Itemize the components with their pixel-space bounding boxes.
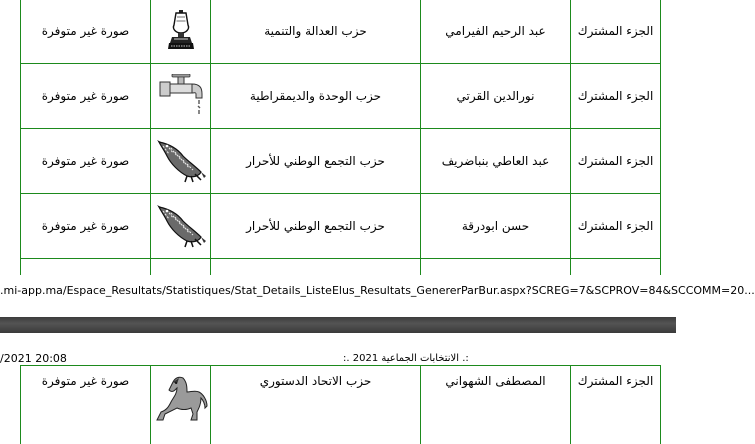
photo-cell: صورة غير متوفرة: [21, 0, 151, 64]
member-name-cell: المصطفى الشهواني: [421, 366, 571, 444]
photo-cell: صورة غير متوفرة: [21, 129, 151, 194]
dove-icon: [155, 203, 207, 249]
elected-members-table: [20, 0, 661, 275]
party-name-cell: حزب التجمع الوطني للأحرار: [211, 194, 421, 259]
print-header-title: :. الانتخابات الجماعية 2021 .:: [343, 352, 469, 365]
party-name-cell: حزب الاتحاد الدستوري: [211, 366, 421, 444]
party-logo-cell: [151, 129, 211, 194]
party-logo-cell: [151, 366, 211, 444]
member-type-cell: الجزء المشترك: [571, 64, 661, 129]
print-footer-url: .mi-app.ma/Espace_Resultats/Statistiques/Stat_Details_ListeElus_Resultats_GenererParBur.aspx?SCREG=7&SCPROV=84&SCCOMM=20...: [0, 284, 676, 298]
party-logo-cell: [151, 0, 211, 64]
member-name-cell: عبد العاطي بنباضريف: [421, 129, 571, 194]
elected-members-table: [20, 365, 661, 444]
table-row: [21, 259, 661, 276]
page-break: [0, 300, 676, 333]
table-row: [21, 129, 661, 194]
member-name-cell: حسن ابودرقة: [421, 194, 571, 259]
table-row: [21, 366, 661, 444]
lamp-icon: [166, 9, 196, 53]
member-type-cell: الجزء المشترك: [571, 0, 661, 64]
print-header-date: /2021 20:08: [0, 352, 67, 365]
photo-cell: صورة غير متوفرة: [21, 194, 151, 259]
table-row: [21, 0, 661, 64]
party-logo-cell: [151, 194, 211, 259]
photo-cell: صورة غير متوفرة: [21, 366, 151, 444]
dove-icon: [155, 138, 207, 184]
horse-icon: [153, 374, 209, 424]
faucet-icon: [156, 74, 206, 118]
page-separator-bar: [0, 317, 676, 333]
photo-cell: صورة غير متوفرة: [21, 64, 151, 129]
party-name-cell: حزب العدالة والتنمية: [211, 0, 421, 64]
page-sheet-bottom: [0, 333, 676, 432]
party-name-cell: حزب التجمع الوطني للأحرار: [211, 129, 421, 194]
table-row: [21, 194, 661, 259]
party-name-cell: حزب الوحدة والديمقراطية: [211, 64, 421, 129]
member-type-cell: الجزء المشترك: [571, 129, 661, 194]
member-type-cell: الجزء المشترك: [571, 366, 661, 444]
member-type-cell: الجزء المشترك: [571, 194, 661, 259]
member-name-cell: عبد الرحيم الفيرامي: [421, 0, 571, 64]
party-logo-cell: [151, 64, 211, 129]
table-row: [21, 64, 661, 129]
member-name-cell: نورالدين القرتي: [421, 64, 571, 129]
